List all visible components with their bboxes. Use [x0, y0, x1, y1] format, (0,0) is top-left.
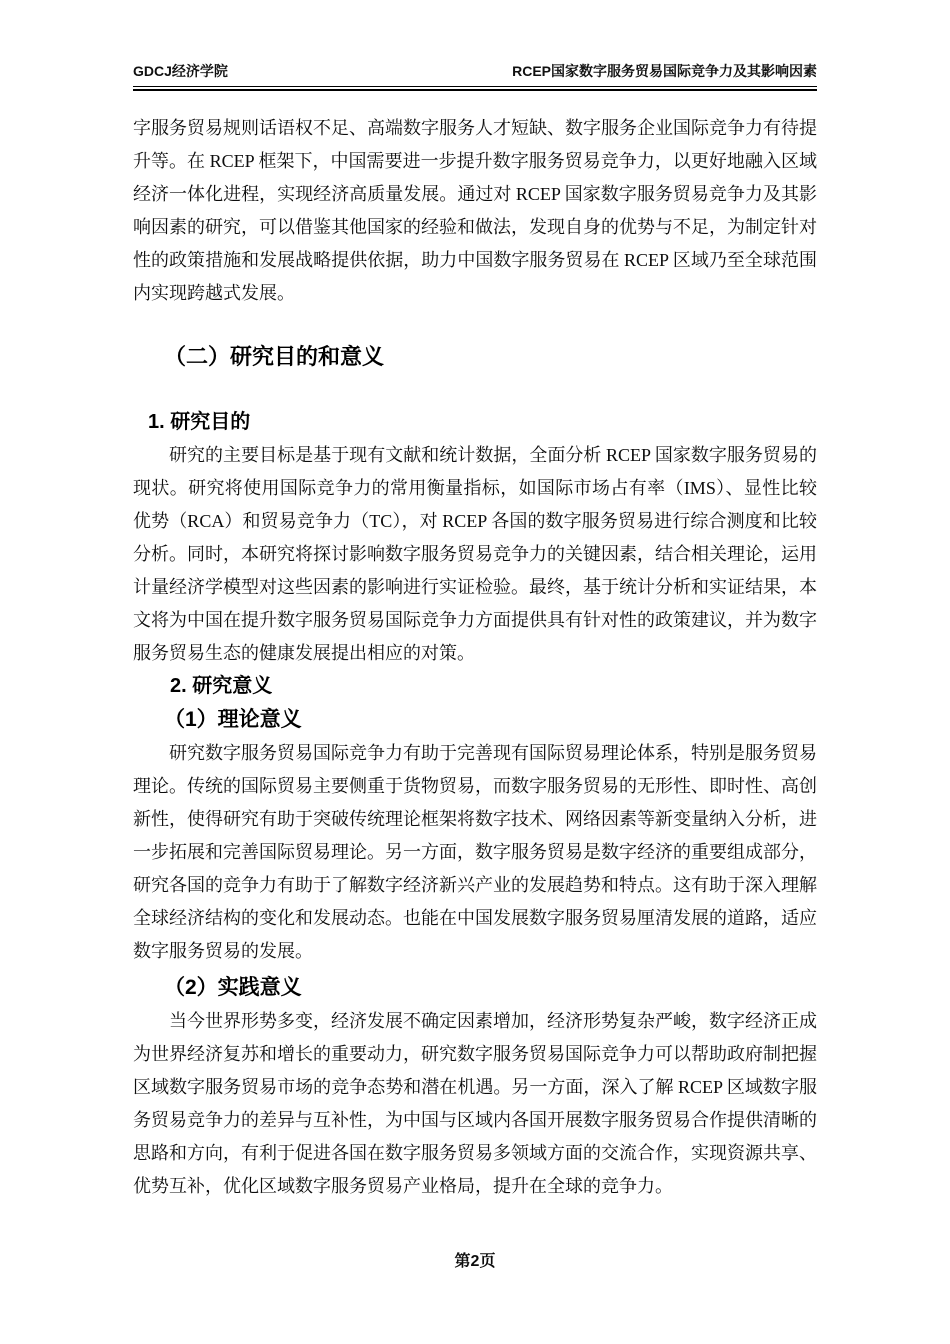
page-header — [0, 0, 950, 91]
section-heading-research-purpose-and-significance: （二）研究目的和意义 — [164, 344, 385, 369]
header-rule — [133, 86, 817, 91]
page-number: 第2页 — [454, 1253, 496, 1270]
subheading-theoretical-significance: （1）理论意义 — [164, 708, 302, 731]
document-body — [0, 112, 950, 1203]
paragraph-theoretical-significance: 研究数字服务贸易国际竞争力有助于完善现有国际贸易理论体系，特别是服务贸易理论。传统的国际贸易主要侧重于货物贸易，而数字服务贸易的无形性、即时性、高创新性，使得研究有助于突破传统理论框架将数字技术、网络因素等新变量纳入分析，进一步拓展和完善国际贸易理论。另一方面，数字服务贸易是数字经济的重要组成部分，研究各国的竞争力有助于了解数字经济新兴产业的发展趋势和特点。这有助于深入理解全球经济结构的变化和发展动态。也能在中国发展数字服务贸易厘清发展的道路，适应数字服务贸易的发展。 — [133, 743, 817, 961]
subheading-research-significance: 2. 研究意义 — [170, 675, 273, 697]
header-left-text: GDCJ经济学院 — [133, 63, 228, 79]
paragraph-research-purpose: 研究的主要目标是基于现有文献和统计数据，全面分析 RCEP 国家数字服务贸易的现状。研究将使用国际竞争力的常用衡量指标，如国际市场占有率（IMS）、显性比较优势（RCA）和贸易竞争力（TC），对 RCEP 各国的数字服务贸易进行综合测度和比较分析。同时，本研究将探讨影响数字服务贸易竞争力的关键因素，结合相关理论，运用计量经济学模型对这些因素的影响进行实证检验。最终，基于统计分析和实证结果，本文将为中国在提升数字服务贸易国际竞争力方面提供具有针对性的政策建议，并为数字服务贸易生态的健康发展提出相应的对策。 — [133, 445, 817, 663]
paragraph-continuation: 字服务贸易规则话语权不足、高端数字服务人才短缺、数字服务企业国际竞争力有待提升等。在 RCEP 框架下，中国需要进一步提升数字服务贸易竞争力，以更好地融入区域经济一体化进程，实现经济高质量发展。通过对 RCEP 国家数字服务贸易竞争力及其影响因素的研究，可以借鉴其他国家的经验和做法，发现自身的优势与不足，为制定针对性的政策措施和发展战略提供依据，助力中国数字服务贸易在 RCEP 区域乃至全球范围内实现跨越式发展。 — [133, 118, 817, 303]
subheading-practical-significance: （2）实践意义 — [164, 976, 302, 999]
header-right-text: RCEP国家数字服务贸易国际竞争力及其影响因素 — [512, 63, 817, 79]
subheading-research-purpose: 1. 研究目的 — [148, 411, 251, 433]
paragraph-practical-significance: 当今世界形势多变，经济发展不确定因素增加，经济形势复杂严峻，数字经济正成为世界经济复苏和增长的重要动力，研究数字服务贸易国际竞争力可以帮助政府制把握区域数字服务贸易市场的竞争态势和潜在机遇。另一方面，深入了解 RCEP 区域数字服务贸易竞争力的差异与互补性，为中国与区域内各国开展数字服务贸易合作提供清晰的思路和方向，有利于促进各国在数字服务贸易多领域方面的交流合作，实现资源共享、优势互补，优化区域数字服务贸易产业格局，提升在全球的竞争力。 — [133, 1011, 817, 1196]
